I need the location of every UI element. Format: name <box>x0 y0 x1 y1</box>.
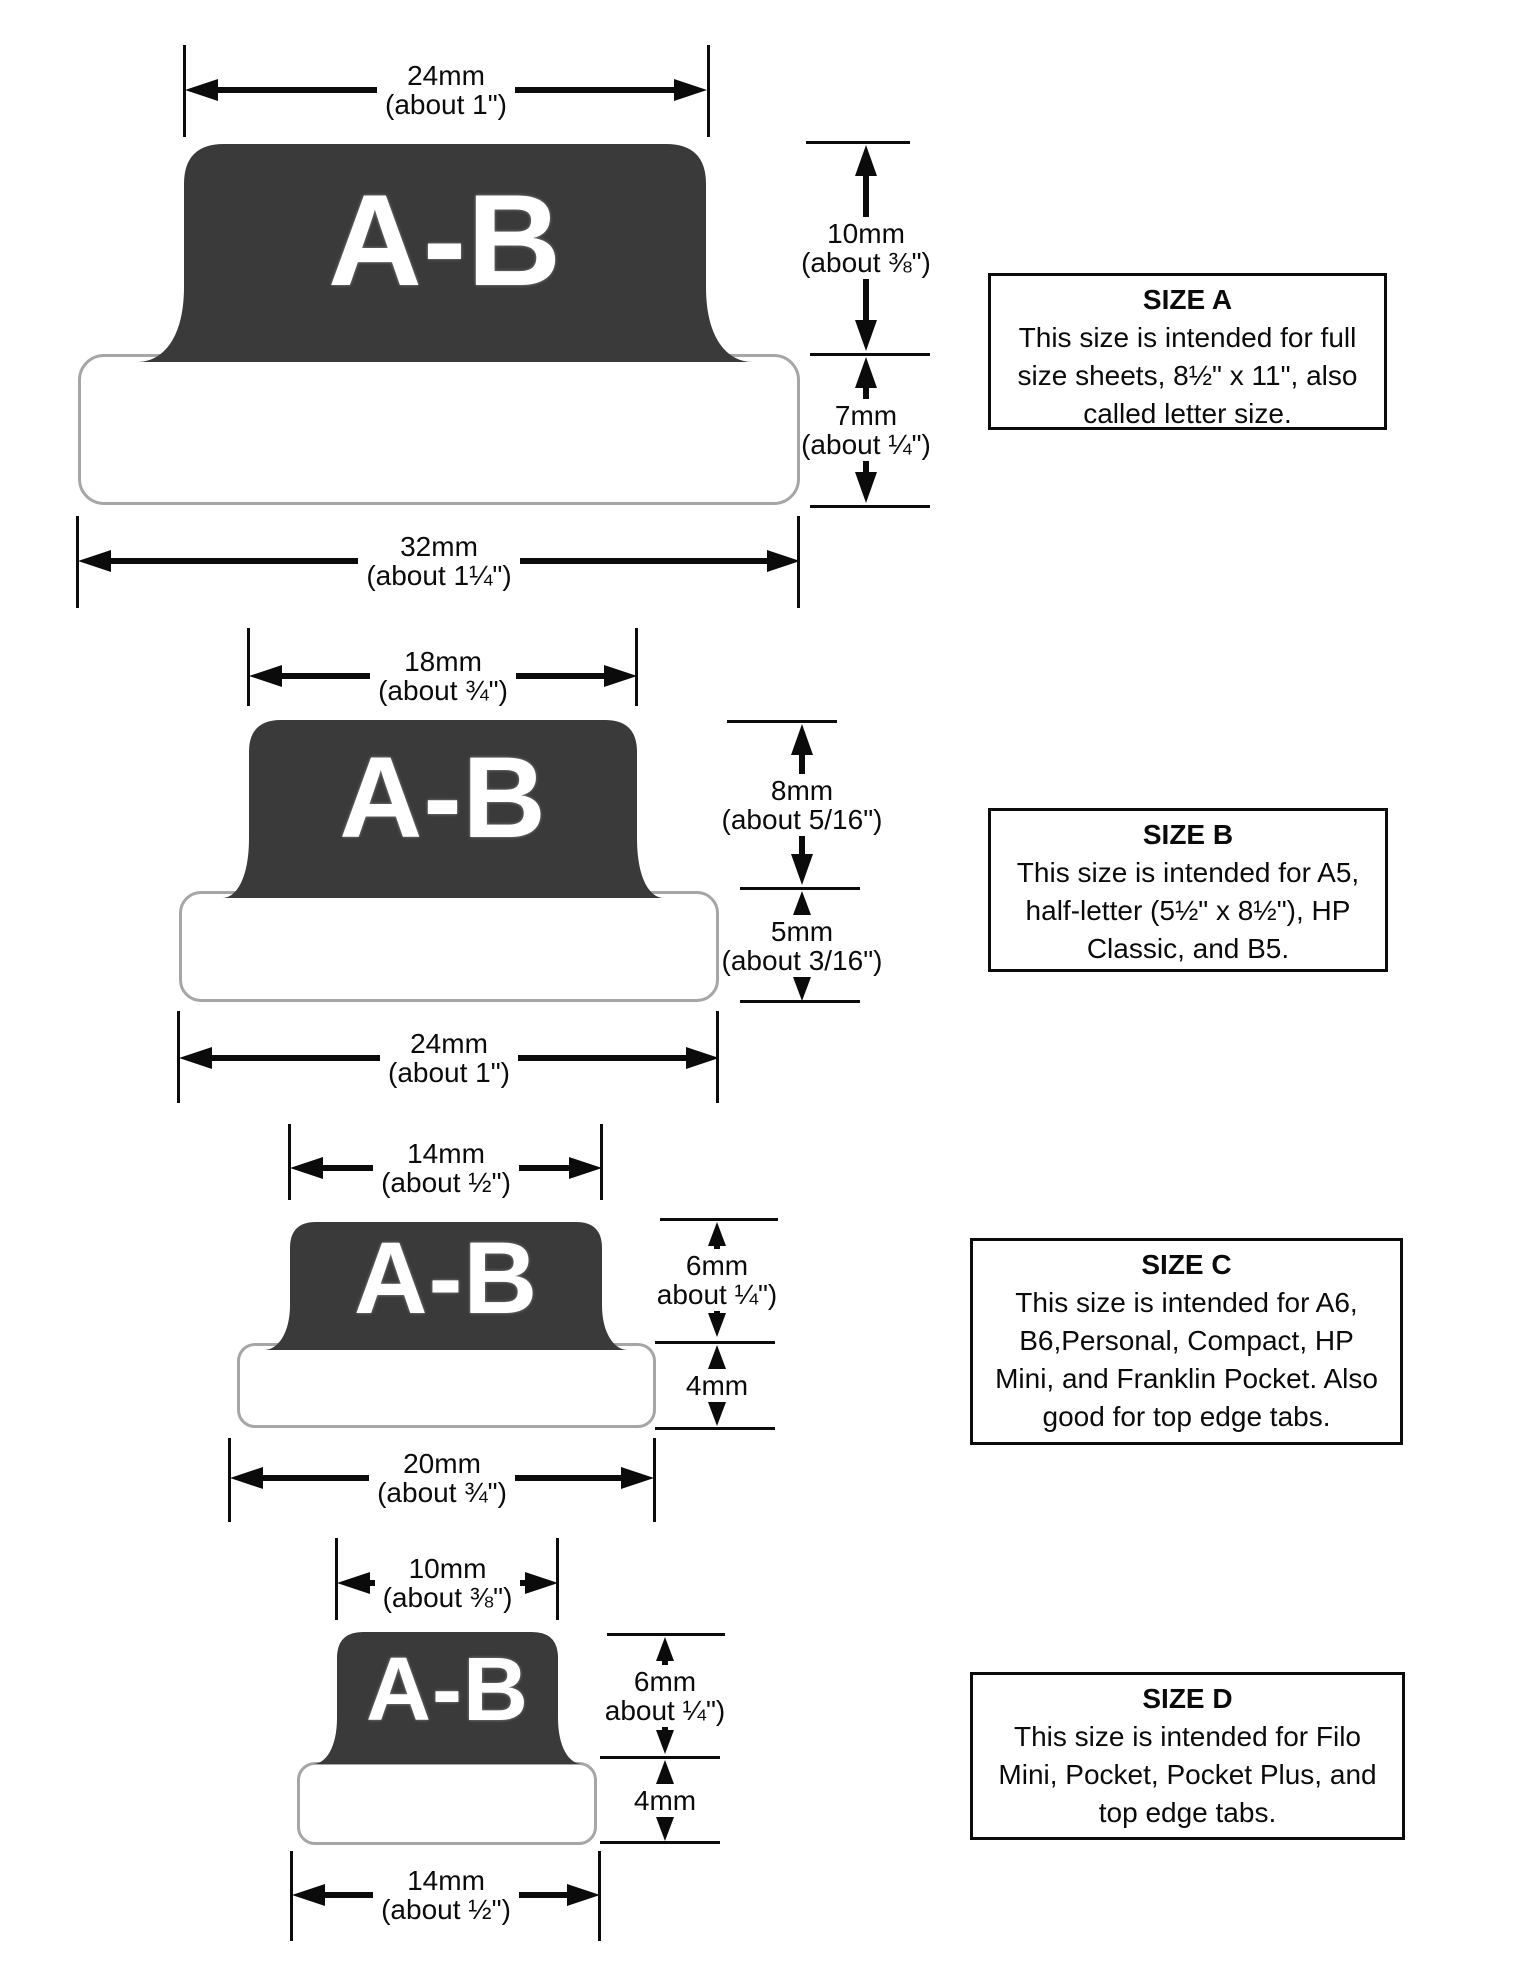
dimension-inches: (about ¼") <box>801 429 931 460</box>
dimension-line <box>863 388 869 399</box>
dimension-mm: 32mm <box>400 531 478 562</box>
dimension-inches: (about ⅜") <box>382 1582 513 1613</box>
arrow-up-icon <box>855 357 877 388</box>
size-c-tab-height-dimension <box>652 1222 782 1337</box>
arrow-down-icon <box>656 1730 674 1754</box>
info-line: good for top edge tabs. <box>1042 1401 1331 1432</box>
size-c-tab-base <box>237 1343 656 1428</box>
info-line: This size is intended for A5, <box>1016 857 1360 888</box>
dimension-inches: (about ¾") <box>377 1477 507 1508</box>
info-line: B6,Personal, Compact, HP <box>1019 1325 1354 1356</box>
size-c-tab-label: A-B <box>353 1220 539 1335</box>
dimension-mm: 8mm <box>770 774 834 806</box>
dimension-mm: 6mm <box>633 1665 697 1697</box>
dimension-mm: 4mm <box>685 1370 749 1401</box>
dimension-line <box>218 87 377 93</box>
dimension-mm: 6mm <box>685 1249 749 1281</box>
dimension-label <box>605 1665 725 1727</box>
arrow-up-icon <box>793 891 811 915</box>
arrow-right-icon <box>569 1157 602 1179</box>
arrow-left-icon <box>249 665 282 687</box>
dimension-mm: 5mm <box>770 916 834 947</box>
dimension-label <box>377 61 515 119</box>
size-d-height-tick-middle <box>600 1756 720 1759</box>
arrow-left-icon <box>78 550 111 572</box>
info-line: half-letter (5½" x 8½"), HP <box>1025 895 1351 926</box>
info-title: SIZE A <box>1142 284 1233 315</box>
size-d-tab-base <box>297 1762 597 1845</box>
dimension-inches: (about 3/16") <box>721 945 883 976</box>
size-a-base-height-dimension <box>801 357 931 503</box>
size-b-tab-base <box>179 891 719 1002</box>
size-a-info-box <box>988 273 1387 430</box>
dimension-line <box>212 1055 380 1061</box>
size-c-tab-height-tick-top <box>660 1218 778 1221</box>
arrow-right-icon <box>767 550 800 572</box>
dimension-mm: 24mm <box>410 1028 488 1059</box>
dimension-inches: (about 1¼") <box>366 560 512 591</box>
size-b-bottom-width-dimension <box>179 1028 719 1088</box>
arrow-down-icon <box>855 320 877 351</box>
info-line: Mini, and Franklin Pocket. Also <box>995 1363 1378 1394</box>
arrow-up-icon <box>855 145 877 176</box>
dimension-mm: 14mm <box>407 1865 485 1896</box>
size-b-height-tick-middle <box>740 887 860 890</box>
size-c-top-width-dimension <box>290 1140 602 1196</box>
arrow-down-icon <box>855 472 877 503</box>
arrow-down-icon <box>793 977 811 1001</box>
size-b-height-tick-bottom <box>740 1000 860 1003</box>
size-a-height-tick-bottom <box>810 505 930 508</box>
dimension-inches: (about 5/16") <box>721 803 883 835</box>
info-line: Mini, Pocket, Pocket Plus, and <box>998 1759 1377 1790</box>
dimension-line <box>516 673 604 679</box>
arrow-up-icon <box>708 1345 726 1369</box>
size-b-tab-height-dimension <box>721 724 883 885</box>
dimension-label <box>373 1866 519 1924</box>
dimension-label <box>801 399 931 461</box>
dimension-line <box>519 1892 567 1898</box>
arrow-down-icon <box>708 1313 726 1337</box>
dimension-inches: (about 1") <box>388 1057 511 1088</box>
arrow-left-icon <box>292 1884 325 1906</box>
dimension-mm: 14mm <box>407 1138 485 1169</box>
size-c-info-box <box>970 1238 1403 1445</box>
size-d-bottom-width-dimension <box>292 1867 600 1923</box>
dimension-line <box>863 176 869 217</box>
dimension-inches: (about ½") <box>381 1894 511 1925</box>
size-b-base-height-dimension <box>721 891 883 998</box>
size-d-base-height-dimension <box>600 1760 730 1839</box>
dimension-label <box>801 217 931 279</box>
dimension-label <box>657 1249 777 1311</box>
dimension-mm: 18mm <box>404 646 482 677</box>
dimension-mm: 10mm <box>408 1553 487 1584</box>
dimension-label <box>722 774 883 836</box>
info-line: top edge tabs. <box>1098 1797 1277 1828</box>
dimension-mm: 10mm <box>827 218 905 249</box>
size-d-height-tick-bottom <box>600 1841 720 1844</box>
arrow-left-icon <box>230 1467 263 1489</box>
size-c-height-tick-bottom <box>655 1427 775 1430</box>
size-a-tab-label: A-B <box>327 167 563 313</box>
size-b-tab-height-tick-top <box>727 720 837 723</box>
arrow-right-icon <box>604 665 637 687</box>
info-line: This size is intended for Filo <box>1013 1721 1362 1752</box>
dimension-line <box>799 755 805 774</box>
dimension-inches: (about ⅜") <box>801 247 931 278</box>
dimension-inches: about ¼") <box>604 1694 726 1726</box>
dimension-line <box>111 558 358 564</box>
arrow-down-icon <box>708 1402 726 1426</box>
info-line: This size is intended for full <box>1018 322 1357 353</box>
arrow-right-icon <box>686 1047 719 1069</box>
arrow-up-icon <box>656 1637 674 1661</box>
arrow-up-icon <box>656 1760 674 1784</box>
size-c-base-height-dimension <box>652 1345 782 1425</box>
dimension-inches: (about ½") <box>381 1167 511 1198</box>
size-a-tab-base <box>78 354 800 505</box>
info-title: SIZE B <box>1142 819 1234 850</box>
info-title: SIZE C <box>1141 1249 1232 1280</box>
arrow-up-icon <box>791 724 813 755</box>
dimension-label <box>375 1554 521 1612</box>
dimension-line <box>863 279 869 320</box>
dimension-line <box>325 1892 373 1898</box>
dimension-line <box>520 558 767 564</box>
size-a-top-width-dimension <box>185 60 707 120</box>
dimension-line <box>282 673 370 679</box>
arrow-left-icon <box>337 1572 370 1594</box>
dimension-inches: (about 1") <box>385 89 508 120</box>
arrow-down-icon <box>791 854 813 885</box>
dimension-line <box>519 1165 569 1171</box>
info-line: called letter size. <box>1083 398 1292 429</box>
dimension-line <box>515 1475 621 1481</box>
dimension-inches: (about ¾") <box>378 675 508 706</box>
dimension-label <box>373 1139 519 1197</box>
arrow-right-icon <box>674 79 707 101</box>
dimension-label <box>634 1784 696 1817</box>
arrow-right-icon <box>525 1572 558 1594</box>
size-d-info-box <box>970 1672 1405 1840</box>
arrow-right-icon <box>621 1467 654 1489</box>
arrow-left-icon <box>290 1157 323 1179</box>
info-title: SIZE D <box>1142 1683 1233 1714</box>
dimension-line <box>515 87 674 93</box>
size-b-info-box <box>988 808 1388 972</box>
arrow-up-icon <box>708 1222 726 1246</box>
dimension-mm: 24mm <box>407 60 485 91</box>
size-a-tab-height-tick-top <box>806 141 910 144</box>
info-line: Classic, and B5. <box>1086 933 1290 964</box>
size-b-top-width-dimension <box>249 646 637 706</box>
size-d-tab-height-tick-top <box>607 1633 725 1636</box>
arrow-left-icon <box>185 79 218 101</box>
dimension-label <box>369 1449 515 1507</box>
dimension-label <box>722 915 883 977</box>
size-a-height-tick-middle <box>810 353 930 356</box>
dimension-line <box>518 1055 686 1061</box>
dimension-line <box>799 836 805 855</box>
dimension-mm: 4mm <box>633 1785 697 1816</box>
dimension-inches: about ¼") <box>656 1278 778 1310</box>
dimension-line <box>863 461 869 472</box>
size-a-bottom-width-dimension <box>78 531 800 591</box>
size-c-height-tick-middle <box>655 1341 775 1344</box>
info-line: size sheets, 8½" x 11", also <box>1017 360 1358 391</box>
size-a-top-width-tick-right <box>707 45 710 137</box>
size-d-tab-height-dimension <box>600 1637 730 1754</box>
size-b-tab-label: A-B <box>339 734 547 862</box>
dimension-label <box>686 1369 748 1402</box>
dimension-label <box>370 647 516 705</box>
arrow-right-icon <box>567 1884 600 1906</box>
size-c-bottom-width-dimension <box>230 1450 654 1506</box>
dimension-mm: 20mm <box>403 1448 481 1479</box>
dimension-line <box>263 1475 369 1481</box>
info-line: This size is intended for A6, <box>1015 1287 1358 1318</box>
size-d-top-width-dimension <box>337 1555 558 1611</box>
size-d-tab-label: A-B <box>366 1639 529 1740</box>
size-a-tab-height-dimension <box>801 145 931 351</box>
dimension-mm: 7mm <box>834 400 898 431</box>
arrow-down-icon <box>656 1817 674 1841</box>
dimension-line <box>323 1165 373 1171</box>
dimension-label <box>358 532 519 590</box>
arrow-left-icon <box>179 1047 212 1069</box>
dimension-label <box>380 1029 518 1087</box>
